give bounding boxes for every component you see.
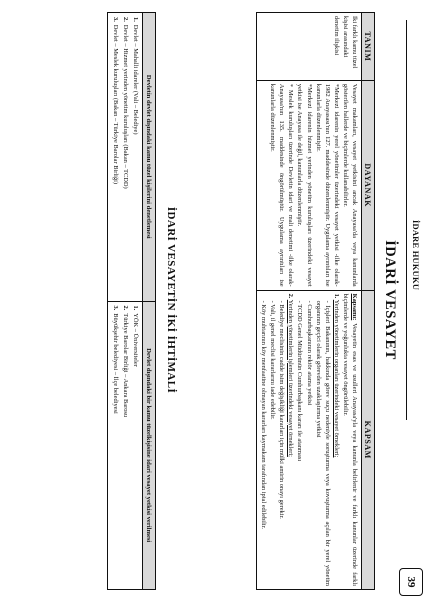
ihtimal-table bbox=[107, 12, 156, 590]
list-item bbox=[120, 306, 130, 586]
list-number: 1. bbox=[132, 17, 139, 22]
kapsam-section-1-heading bbox=[332, 294, 341, 586]
list-item-text: Devlet – Mahalli idareler (Vali – Belediye) bbox=[132, 24, 139, 135]
list-item-text: Devlet – Hizmet yerinden yönetim kuruluşları (Bakan – TCDD) bbox=[122, 24, 130, 189]
section-1-number: 1. bbox=[332, 293, 340, 299]
list-item: - Cumhurbaşkanının rektör atama yetkisi bbox=[305, 300, 313, 406]
list-number: 1. bbox=[132, 305, 139, 311]
right-list-cell bbox=[108, 301, 143, 590]
list-item-text: TCDD Genel Müdürünün Cumhurbaşkanı kararı ile atanması bbox=[296, 304, 304, 462]
list-item-text: Devlet – Meslek kuruluşları (Bakan – Türkiye Barolar Birliği) bbox=[112, 24, 120, 185]
list-item-text: Türkiye Barolar Birliği – Ankara Barosu bbox=[122, 313, 130, 418]
column-header-left: Devletin devlet dışındaki kamu tüzel kişilerini denetlemesi bbox=[143, 13, 156, 302]
kapsam-cell bbox=[256, 290, 361, 589]
list-item bbox=[130, 306, 140, 586]
page-number: 39 bbox=[399, 568, 423, 596]
table-row bbox=[108, 13, 143, 590]
list-number: 3. bbox=[112, 305, 120, 311]
tanim-cell bbox=[256, 13, 361, 81]
dayanak-cell bbox=[256, 80, 361, 290]
list-item-text: Belediye meclisinin cadde isim değişikliği kararları için mülki amirin onayı gerekir. bbox=[278, 304, 286, 519]
section-1-title: Yerinden yönetimlerin organları üzerindeki vesayet örnekleri; bbox=[332, 299, 340, 458]
list-item: - Belediye meclisinin cadde isim değişikliği kararları için mülki amirin onayı gerekir. bbox=[278, 300, 286, 519]
section-title: İDARİ VESAYET bbox=[382, 240, 398, 360]
table-row bbox=[256, 13, 361, 590]
list-item bbox=[110, 306, 120, 586]
vesayet-table bbox=[256, 12, 375, 590]
book-title: İDARE HUKUKU bbox=[411, 220, 421, 291]
list-item bbox=[130, 17, 140, 297]
list-item: - TCDD Genel Müdürünün Cumhurbaşkanı kararı ile atanması bbox=[296, 300, 304, 462]
section-2-number: 2. bbox=[287, 293, 295, 299]
table-header-row bbox=[143, 13, 156, 590]
list-item bbox=[110, 17, 120, 297]
dayanak-paragraph: *Merkezi idarenin yerel yönetimler üzerindeki vesayet yetkisi -ilke olarak- 1982 Anayasası'nın 127. maddesinde düzenlenmiştir. Uygulama ayrıntıları ise kanunlarla düzenlenmiştir. bbox=[314, 83, 340, 287]
list-item-text: Vali, il genel meclisi kararlarını iade edebilir. bbox=[269, 304, 277, 420]
left-list-cell bbox=[108, 13, 143, 302]
column-header-tanim: TANIM bbox=[362, 13, 375, 81]
dayanak-paragraph: *Merkezi idarenin hizmet yerinden yönetim kuruluşları üzerindeki vesayet yetkisi ise Anayasa ile değil, kanunlarla düzenlenmiştir. bbox=[296, 83, 313, 287]
list-item: - İçişleri Bakanının, hakkında görev suçu nedeniyle soruşturma veya kovuşturma açılan bir yerel yönetim organının geçici olarak görevden uzaklaştırma yetkisi bbox=[314, 300, 331, 586]
list-item-text: Köy muhtarının köy menfaatine olmayan kararları kaymakam tarafından iptal edilebilir. bbox=[260, 304, 268, 530]
list-item-text: YÖK – Üniversiteler bbox=[132, 313, 139, 367]
kapsam-section-2-heading bbox=[286, 294, 295, 586]
header-rule bbox=[406, 20, 407, 420]
page-header bbox=[394, 0, 424, 600]
kapsam-lead bbox=[341, 294, 359, 586]
list-number: 3. bbox=[112, 17, 120, 22]
kapsam-lead-label: Kapsamı: bbox=[351, 293, 358, 321]
kapsam-lead-text: Vesayetin esas ve usulleri Anayasa'yla veya kanunla belirlenir ve farklı kanunlar üzerinde farklı biçimlerde ve yoğunlukta vesayet öngörülebilir. bbox=[341, 293, 358, 586]
list-item bbox=[120, 17, 130, 297]
dayanak-paragraph: Vesayet makamları, vesayet yetkisini ancak Anayasa'da veya kanunlarda gösterilen hallerde ve biçimlerde kullanabilirler. bbox=[341, 83, 358, 287]
list-item: - Vali, il genel meclisi kararlarını iade edebilir. bbox=[269, 300, 277, 420]
column-header-right: Devlet dışındaki bir kamu tüzelkişisine idari vesayet yetkisi verilmesi bbox=[143, 301, 156, 590]
list-item-text: Cumhurbaşkanının rektör atama yetkisi bbox=[305, 304, 313, 406]
list-item: - Köy muhtarının köy menfaatine olmayan kararları kaymakam tarafından iptal edilebilir. bbox=[260, 300, 268, 530]
list-item-text: İçişleri Bakanının, hakkında görev suçu nedeniyle soruşturma veya kovuşturma açılan bir yerel yönetim organının geçici olarak görevden uzaklaştırma yetkisi bbox=[314, 300, 331, 586]
tanim-text: İki farklı kamu tüzel kişisi arasındaki denetim ilişkisi bbox=[332, 16, 358, 69]
table-header-row bbox=[362, 13, 375, 590]
column-header-dayanak: DAYANAK bbox=[362, 80, 375, 290]
list-number: 2. bbox=[122, 17, 130, 22]
dayanak-paragraph: * Meslek kuruluşları üzerinde Devletin idari ve mali denetimi -ilke olarak- Anayasa'nın 135. maddesinde öngörülmüştür. Uygulama ayrıntıları ise kanunlarla düzenlenmiştir. bbox=[269, 83, 295, 287]
section-2-title: Yerinden yönetimlerin işlemleri üzerindeki vesayet örnekleri; bbox=[287, 299, 295, 457]
column-header-kapsam: KAPSAM bbox=[362, 290, 375, 589]
list-number: 2. bbox=[122, 305, 130, 311]
subsection-title: İDARİ VESAYETİN İKİ İHTİMALİ bbox=[165, 206, 177, 394]
list-item-text: Büyükşehir belediyesi – İlçe belediyesi bbox=[112, 313, 120, 414]
